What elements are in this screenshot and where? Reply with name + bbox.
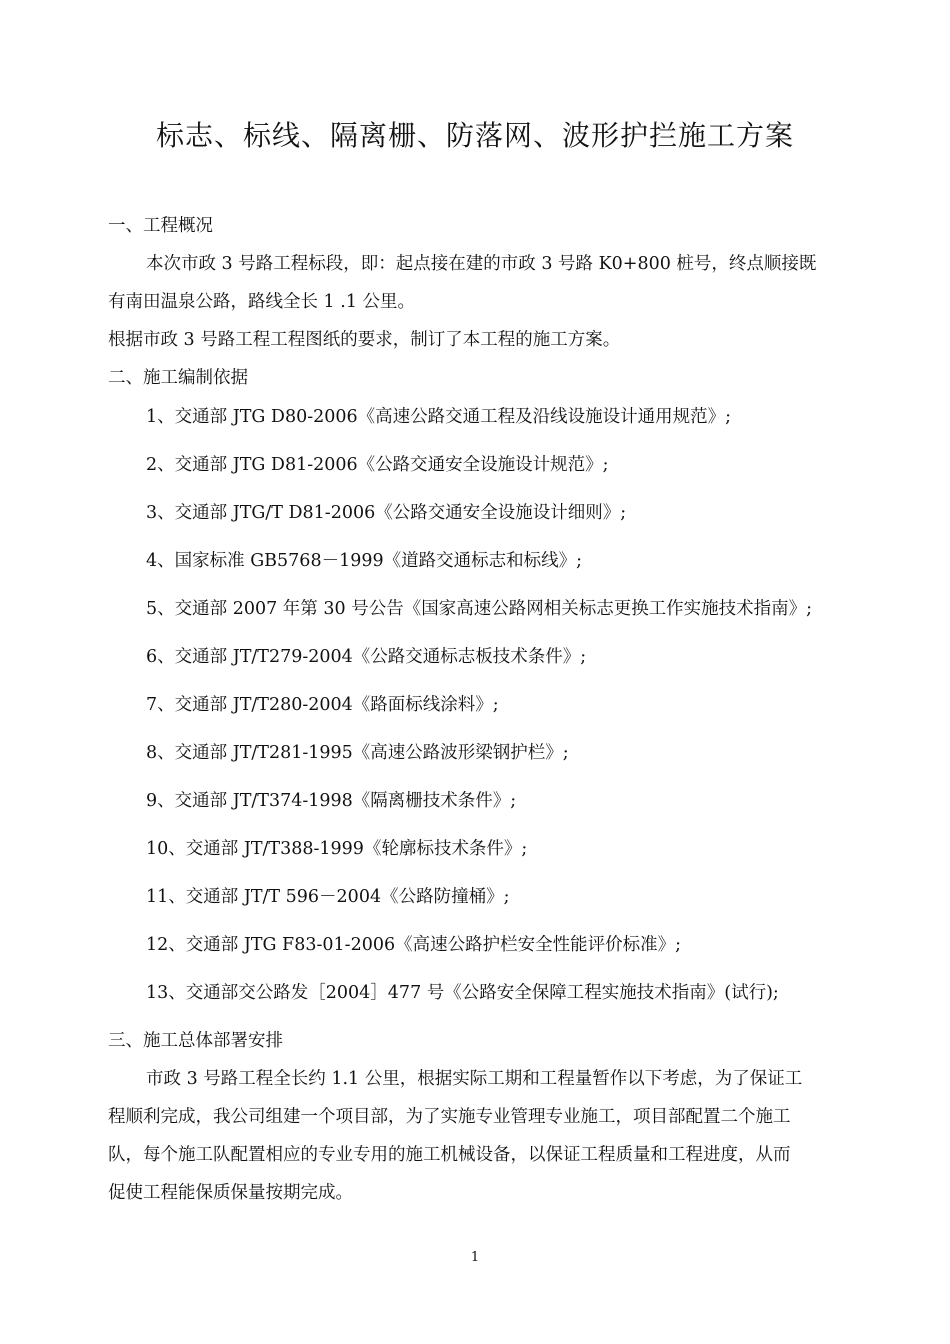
- section-heading-deployment: 三、施工总体部署安排: [108, 1031, 283, 1051]
- basis-list-item: 9、交通部 JT/T374-1998《隔离栅技术条件》;: [146, 791, 517, 811]
- basis-list-item: 3、交通部 JTG/T D81-2006《公路交通安全设施设计细则》;: [146, 503, 627, 523]
- overview-paragraph-line: 本次市政 3 号路工程标段，即：起点接在建的市政 3 号路 K0+800 桩号，终点顺接既: [146, 254, 817, 274]
- basis-list-item: 8、交通部 JT/T281-1995《高速公路波形梁钢护栏》;: [146, 743, 569, 763]
- basis-list-item: 10、交通部 JT/T388-1999《轮廓标技术条件》;: [146, 839, 528, 859]
- basis-list-item: 12、交通部 JTG F83-01-2006《高速公路护栏安全性能评价标准》;: [146, 935, 681, 955]
- basis-list-item: 5、交通部 2007 年第 30 号公告《国家高速公路网相关标志更换工作实施技术指南》;: [146, 599, 813, 619]
- deployment-paragraph-line: 促使工程能保质保量按期完成。: [108, 1183, 353, 1203]
- page-number: 1: [470, 1250, 480, 1265]
- overview-paragraph-line: 有南田温泉公路，路线全长 1 .1 公里。: [108, 292, 416, 312]
- section-heading-overview: 一、工程概况: [108, 216, 213, 236]
- basis-list-item: 11、交通部 JT/T 596－2004《公路防撞桶》;: [146, 887, 510, 907]
- deployment-paragraph-line: 程顺利完成，我公司组建一个项目部，为了实施专业管理专业施工，项目部配置二个施工: [108, 1107, 791, 1127]
- document-title: 标志、标线、隔离栅、防落网、波形护拦施工方案: [155, 119, 794, 152]
- deployment-paragraph-line: 市政 3 号路工程全长约 1.1 公里，根据实际工期和工程量暂作以下考虑，为了保证工: [146, 1069, 803, 1089]
- deployment-paragraph-line: 队，每个施工队配置相应的专业专用的施工机械设备，以保证工程质量和工程进度，从而: [108, 1145, 791, 1165]
- basis-list-item: 1、交通部 JTG D80-2006《高速公路交通工程及沿线设施设计通用规范》;: [146, 407, 732, 427]
- basis-list-item: 2、交通部 JTG D81-2006《公路交通安全设施设计规范》;: [146, 455, 609, 475]
- basis-list-item: 7、交通部 JT/T280-2004《路面标线涂料》;: [146, 695, 499, 715]
- basis-list-item: 4、国家标准 GB5768－1999《道路交通标志和标线》;: [146, 551, 583, 571]
- section-heading-basis: 二、施工编制依据: [108, 368, 248, 388]
- overview-paragraph-2: 根据市政 3 号路工程工程图纸的要求，制订了本工程的施工方案。: [108, 330, 621, 350]
- basis-list-item: 6、交通部 JT/T279-2004《公路交通标志板技术条件》;: [146, 647, 587, 667]
- basis-list-item: 13、交通部交公路发［2004］477 号《公路安全保障工程实施技术指南》(试行);: [146, 983, 779, 1003]
